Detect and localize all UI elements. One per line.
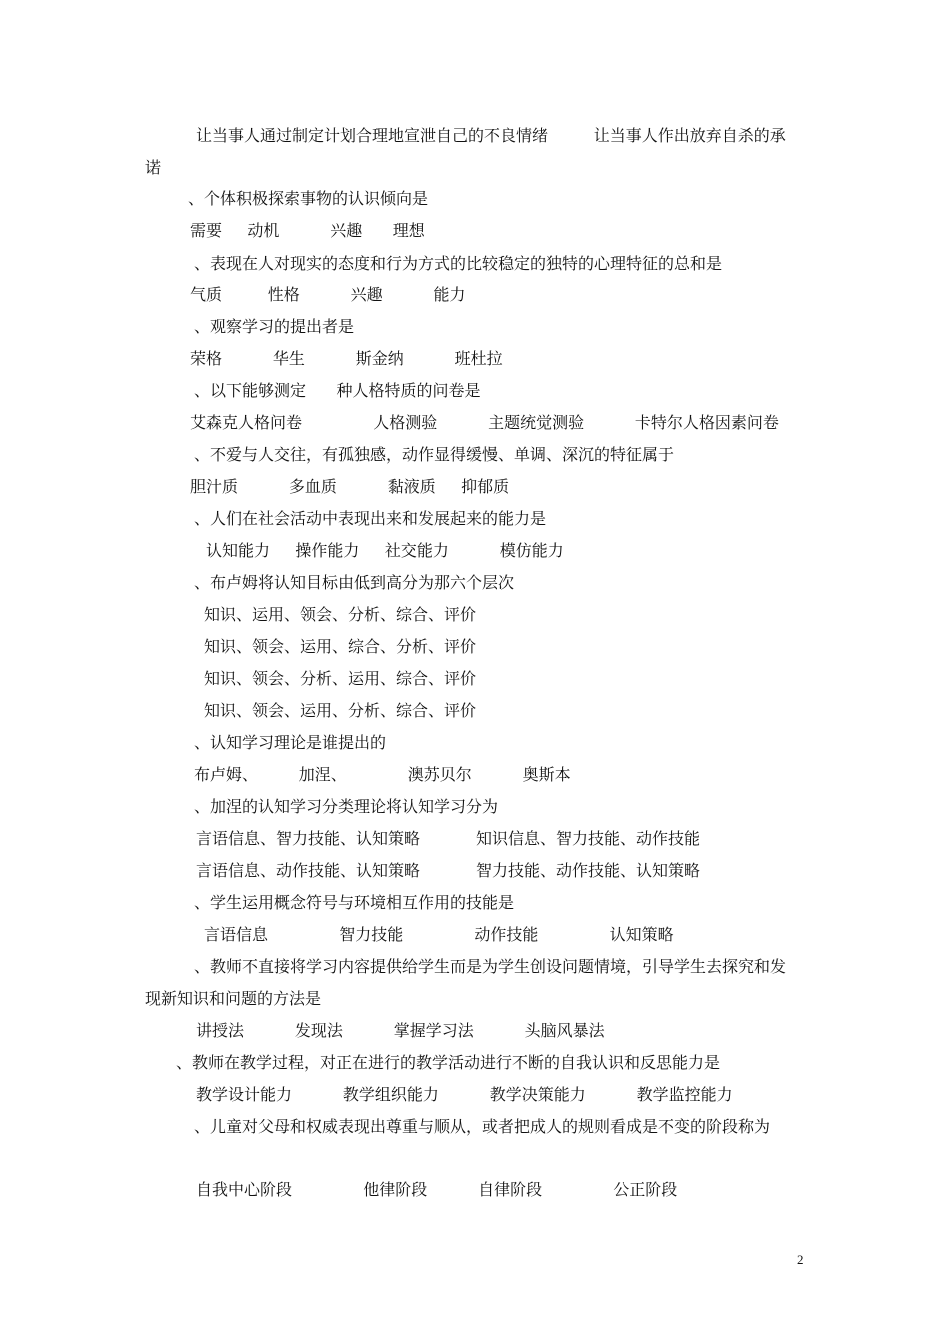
text-line: 、不爱与人交往，有孤独感，动作显得缓慢、单调、深沉的特征属于 [194,445,675,464]
text-line: 知识、领会、运用、分析、综合、评价 [204,701,477,720]
text-line: 言语信息、智力技能、认知策略 知识信息、智力技能、动作技能 [196,829,700,848]
text-line: 、人们在社会活动中表现出来和发展起来的能力是 [194,509,547,528]
text-line: 荣格 华生 斯金纳 班杜拉 [190,349,503,368]
text-line: 艾森克人格问卷 人格测验 主题统觉测验 卡特尔人格因素问卷 [190,413,779,432]
text-line: 知识、领会、分析、运用、综合、评价 [204,669,477,688]
text-line: 言语信息 智力技能 动作技能 认知策略 [204,925,674,944]
text-line: 需要 动机 兴趣 理想 [190,221,425,240]
text-line: 、表现在人对现实的态度和行为方式的比较稳定的独特的心理特征的总和是 [194,254,723,273]
text-line: 布卢姆、 加涅、 澳苏贝尔 奥斯本 [194,765,571,784]
text-line: 自我中心阶段 他律阶段 自律阶段 公正阶段 [196,1180,678,1199]
text-line: 认知能力 操作能力 社交能力 模仿能力 [206,541,564,560]
text-line: 、教师在教学过程，对正在进行的教学活动进行不断的自我认识和反思能力是 [176,1053,721,1072]
text-line: 气质 性格 兴趣 能力 [190,285,466,304]
text-line: 、个体积极探索事物的认识倾向是 [188,189,429,208]
text-line: 、观察学习的提出者是 [194,317,355,336]
text-line: 、认知学习理论是谁提出的 [194,733,387,752]
text-line: 言语信息、动作技能、认知策略 智力技能、动作技能、认知策略 [196,861,700,880]
text-line: 讲授法 发现法 掌握学习法 头脑风暴法 [196,1021,605,1040]
text-line: 知识、领会、运用、综合、分析、评价 [204,637,477,656]
text-line: 、以下能够测定 种人格特质的问卷是 [194,381,481,400]
text-line: 让当事人通过制定计划合理地宣泄自己的不良情绪 让当事人作出放弃自杀的承 [196,126,786,145]
text-line: 教学设计能力 教学组织能力 教学决策能力 教学监控能力 [196,1085,733,1104]
text-line: 现新知识和问题的方法是 [145,989,322,1008]
page-number: 2 [797,1252,804,1267]
text-line: 、学生运用概念符号与环境相互作用的技能是 [194,893,515,912]
text-line: 、教师不直接将学习内容提供给学生而是为学生创设问题情境，引导学生去探究和发 [194,957,787,976]
text-line: 、加涅的认知学习分类理论将认知学习分为 [194,797,499,816]
text-line: 胆汁质 多血质 黏液质 抑郁质 [190,477,510,496]
text-line: 、儿童对父母和权威表现出尊重与顺从，或者把成人的规则看成是不变的阶段称为 [194,1117,771,1136]
text-line: 知识、运用、领会、分析、综合、评价 [204,605,477,624]
text-line: 诺 [145,158,162,177]
text-line: 、布卢姆将认知目标由低到高分为那六个层次 [194,573,515,592]
